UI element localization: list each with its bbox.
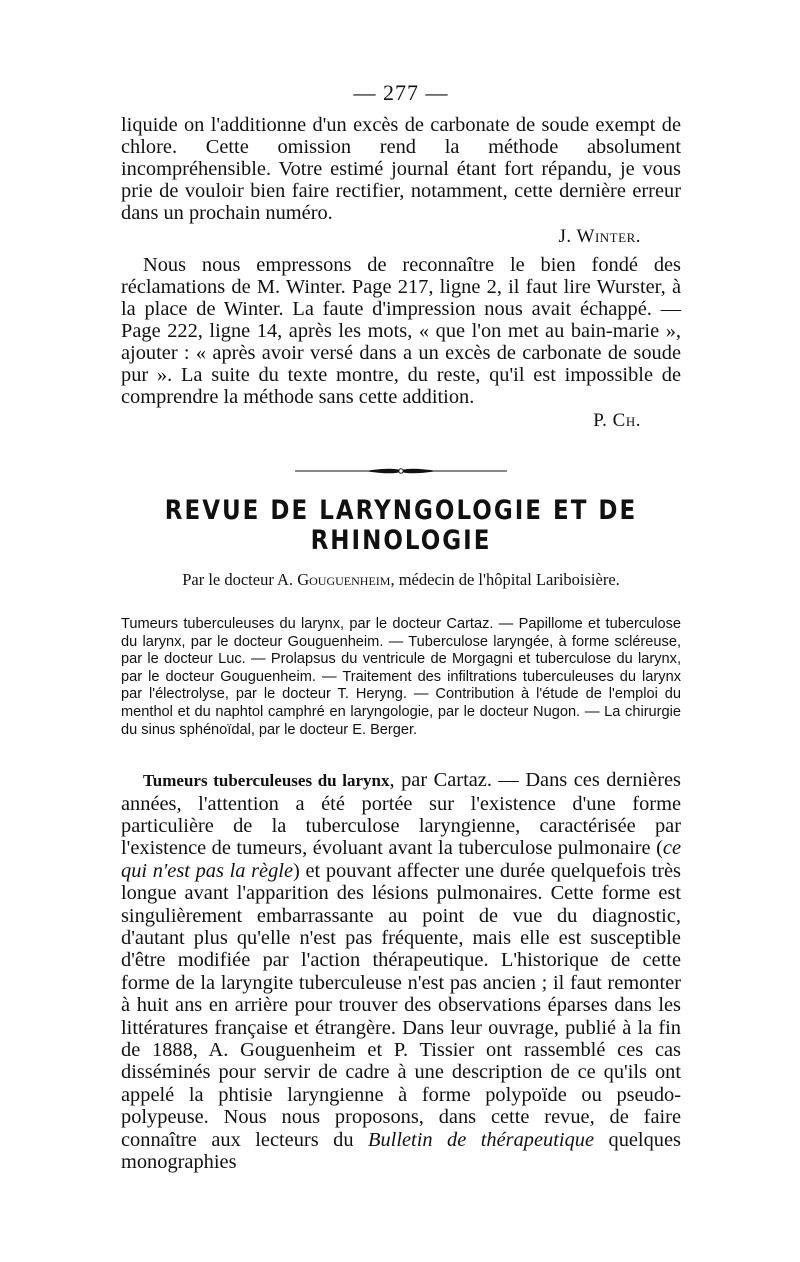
- byline: [121, 570, 681, 590]
- article-paragraph: [121, 769, 681, 1173]
- article-italic-2: Bulletin de thérapeutique: [368, 1128, 595, 1151]
- byline-prefix: Par le docteur A.: [182, 570, 294, 589]
- article-italic-1: ce qui n'est pas la règle: [121, 837, 681, 882]
- byline-suffix: , médecin de l'hôpital Lariboisière.: [390, 570, 620, 589]
- article-text-1: , par Cartaz. — Dans ces dernières années, l'attention a été portée sur l'existence d'une forme particulière de la tuberculose laryngienne, caractérisée par l'existence de tumeurs, évoluant avant la tuberculose pulmonaire (: [121, 769, 681, 860]
- article-lead-title: Tumeurs tuberculeuses du larynx: [143, 771, 390, 791]
- letter-signature-text: J. Winter.: [558, 226, 641, 247]
- editor-note-paragraph: Nous nous empressons de reconnaître le bien fondé des réclamations de M. Winter. Page 217, ligne 2, il faut lire Wurster, à la place de Winter. La faute d'impression nous avait échappé. — Page 222, ligne 14, après les mots, « que l'on met au bain-marie », ajouter : « après avoir versé dans a un excès de carbonate de soude pur ». La suite du texte montre, du reste, qu'il est impossible de comprendre la méthode sans cette addition.: [121, 254, 681, 408]
- letter-signature: [121, 226, 641, 248]
- letter-paragraph: liquide on l'additionne d'un excès de carbonate de soude exempt de chlore. Cette omission rend la méthode absolument incompréhensible. Votre estimé journal étant fort répandu, je vous prie de vouloir bien faire rectifier, notamment, cette dernière erreur dans un prochain numéro.: [121, 114, 681, 224]
- ornament-divider-icon: [295, 466, 507, 476]
- article-text-2: ) et pouvant affecter une durée quelquefois très longue avant l'apparition des lésions pulmonaires. Cette forme est singulièrement embarrassante au point de vue du diagnostic, d'autant plus qu'elle n'est pas fréquente, mais elle est susceptible d'être modifiée par l'action thérapeutique. L'historique de cette forme de la laryngite tuberculeuse n'est pas ancien ; il faut remonter à huit ans en arrière pour trouver des observations éparses dans les littératures française et étrangère. Dans leur ouvrage, publié à la fin de 1888, A. Gouguenheim et P. Tissier ont rassemblé ces cas disséminés pour servir de cadre à une description de ce qu'ils ont appelé la phtisie laryngienne à forme polypoïde ou pseudo-polypeuse. Nous nous proposons, dans cette revue, de faire connaître aux lecteurs du: [121, 859, 681, 1151]
- page: [121, 80, 681, 1173]
- page-number: — 277 —: [353, 80, 449, 105]
- article-text-3: quelques monographies: [121, 1128, 681, 1174]
- ornamental-rule: [121, 466, 681, 476]
- editor-note-signature: [121, 410, 641, 432]
- section-title: REVUE DE LARYNGOLOGIE ET DE RHINOLOGIE: [164, 496, 638, 556]
- byline-author: Gouguenheim: [297, 570, 391, 589]
- section-summary: Tumeurs tuberculeuses du larynx, par le docteur Cartaz. — Papillome et tuberculose du larynx, par le docteur Gouguenheim. — Tuberculose laryngée, à forme scléreuse, par le docteur Luc. — Prolapsus du ventricule de Morgagni et tuberculose du larynx, par le docteur Gouguenheim. — Traitement des infiltrations tuberculeuses du larynx par l'électrolyse, par le docteur T. Heryng. — Contribution à l'étude de l'emploi du menthol et du naphtol camphré en laryngologie, par le docteur Nugon. — La chirurgie du sinus sphénoïdal, par le docteur E. Berger.: [121, 616, 681, 738]
- editor-note-signature-text: P. Ch.: [593, 410, 641, 431]
